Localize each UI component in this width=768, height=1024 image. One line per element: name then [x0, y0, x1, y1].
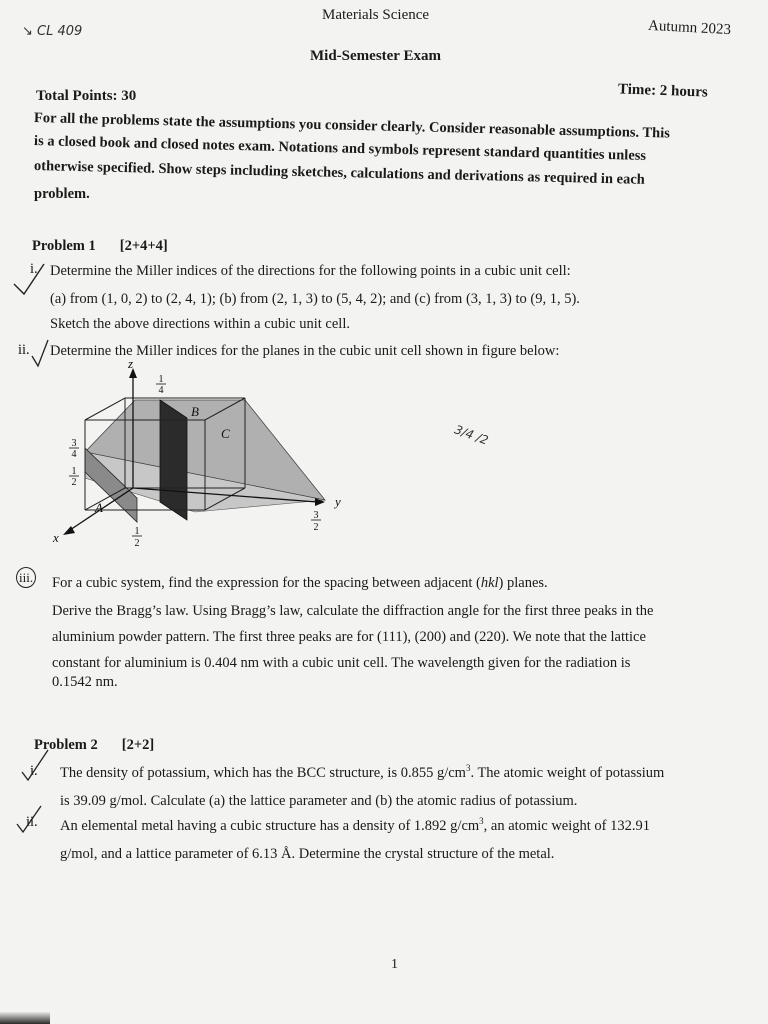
plane-b-label: B: [191, 404, 199, 419]
frac-34-num: 3: [71, 438, 77, 449]
problem1-part-i-line: Determine the Miller indices of the directions for the following points in a cubic unit cell:: [50, 263, 571, 279]
check-mark-icon: ↘: [22, 24, 33, 39]
axis-y-label: y: [335, 494, 341, 509]
problem1-heading: Problem 1 [2+4+4]: [32, 238, 168, 254]
total-points: Total Points: 30: [36, 88, 137, 104]
frac-12-num: 1: [71, 466, 77, 477]
plane-a-label: A: [95, 500, 103, 515]
problem1-part-ii-number: ii.: [18, 342, 30, 358]
problem2-part-ii-number: ii.: [26, 814, 38, 830]
problem1-part-ii-line: Determine the Miller indices for the planes in the cubic unit cell shown in figure below:: [50, 343, 560, 359]
page-number: 1: [391, 957, 398, 972]
frac-top-num: 1: [158, 374, 164, 385]
instruction-line: otherwise specified. Show steps including sketches, calculations and derivations as required in each: [33, 158, 645, 188]
frac-32-num: 3: [313, 510, 319, 521]
frac-12-den: 2: [71, 477, 77, 488]
frac-34-den: 4: [71, 449, 77, 460]
course-code: ↘ CL 409: [22, 24, 83, 39]
problem1-part-iii-line: For a cubic system, find the expression for the spacing between adjacent (hkl) planes.: [52, 575, 548, 591]
problem1-part-i-line: (a) from (1, 0, 2) to (2, 4, 1); (b) from (2, 1, 3) to (5, 4, 2); and (c) from (3, 1, 3) to (9, 1, 5).: [50, 291, 580, 307]
handwritten-check-icon: [10, 262, 46, 296]
problem1-part-iii-line: aluminium powder pattern. The first three peaks are for (111), (200) and (220). We note that the lattice: [52, 629, 646, 645]
problem2-part-i-line: is 39.09 g/mol. Calculate (a) the lattice parameter and (b) the atomic radius of potassium.: [60, 793, 578, 809]
axis-x-label: x: [53, 530, 59, 545]
exam-term: Autumn 2023: [647, 17, 732, 39]
problem1-part-iii-line: Derive the Bragg’s law. Using Bragg’s law, calculate the diffraction angle for the first three peaks in the: [52, 603, 654, 619]
problem2-part-i-line: The density of potassium, which has the BCC structure, is 0.855 $g/cm^3$. The atomic weight of potassium: [60, 763, 665, 781]
problem1-part-i-line: Sketch the above directions within a cubic unit cell.: [50, 316, 350, 332]
axis-z-label: z: [128, 360, 134, 371]
plane-c-label: C: [221, 426, 230, 441]
exam-time: Time: 2 hours: [617, 81, 709, 101]
problem1-part-iii-line: constant for aluminium is 0.404 nm with a cubic unit cell. The wavelength given for the radiation is: [52, 655, 631, 671]
plane-b: [160, 400, 187, 520]
exam-name: Mid-Semester Exam: [310, 48, 441, 64]
frac-32-den: 2: [313, 522, 319, 533]
problem2-heading: Problem 2 [2+2]: [34, 737, 155, 753]
problem2-part-ii-line: An elemental metal having a cubic structure has a density of 1.892 $g/cm^3$, an atomic weight of 132.91: [60, 816, 650, 834]
frac-bottom-num: 1: [134, 526, 140, 537]
frac-top-den: 4: [158, 385, 164, 396]
frac-bottom-den: 2: [134, 538, 140, 549]
problem2-part-ii-line: g/mol, and a lattice parameter of 6.13 Å. Determine the crystal structure of the metal.: [60, 846, 555, 862]
problem1-part-iii-line: 0.1542 nm.: [52, 674, 118, 690]
handwritten-note: 3/4 /2: [452, 422, 491, 448]
problem1-part-i-number: i.: [30, 261, 38, 277]
instruction-line: For all the problems state the assumptions you consider clearly. Consider reasonable assumptions. This: [33, 110, 671, 142]
problem2-part-i-number: i.: [30, 763, 38, 779]
instruction-line: problem.: [34, 186, 90, 202]
unit-cell-figure: [45, 360, 365, 560]
scan-edge-shadow: [0, 1012, 50, 1024]
problem1-part-iii-number: iii.: [16, 567, 36, 588]
instruction-line: is a closed book and closed notes exam. Notations and symbols represent standard quantities unless: [33, 133, 647, 164]
course-title: Materials Science: [322, 7, 430, 23]
